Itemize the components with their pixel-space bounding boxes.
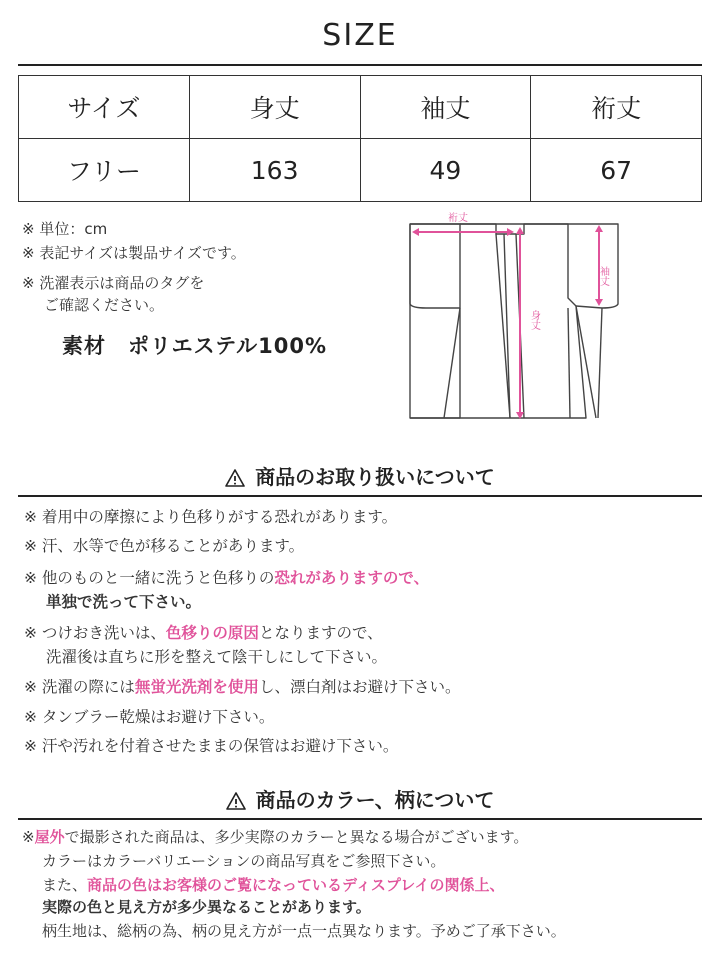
care-item-6: ※ タンブラー乾燥はお避け下さい。 [24,708,275,726]
table-row [19,139,702,202]
cell-sodetake: 49 [360,139,531,202]
diagram-label-yuki: 裄丈 [448,213,468,224]
care-item-4-text-2: となりますので、 [258,624,383,642]
cell-mitake: 163 [189,139,360,202]
handling-title [0,461,720,490]
color-title-text: 商品のカラー、柄について [255,788,495,812]
care-item-3-text: ※ 他のものと一緒に洗うと色移りの [24,569,275,587]
table-header-row [19,76,702,139]
diagram-label-mi: 身丈 [528,310,540,330]
care-item-5 [24,674,460,701]
color-line-1-emphasis: 屋外 [34,828,65,846]
color-line-3-text: また、 [42,876,88,894]
color-title [0,784,720,813]
care-item-5-text-2: し、漂白剤はお避け下さい。 [258,678,461,696]
color-line-1-text: で撮影された商品は、多少実際のカラーと異なる場合がございます。 [64,828,529,846]
warning-icon [226,792,246,810]
page-title: SIZE [322,18,398,53]
title-rule [18,64,702,66]
header-sodetake: 袖丈 [360,76,531,139]
cell-yukitake: 67 [531,139,702,202]
care-item-2: ※ 汗、水等で色が移ることがあります。 [24,537,305,555]
care-item-3 [24,565,429,592]
header-size: サイズ [19,76,190,139]
size-note: ※ 表記サイズは製品サイズです。 [22,244,246,262]
handling-title-text: 商品のお取り扱いについて [255,465,495,489]
header-mitake: 身丈 [189,76,360,139]
care-item-4 [24,620,383,647]
warning-icon [225,469,245,487]
material-text: 素材 ポリエステル100% [62,334,327,358]
care-item-3-emphasis: 恐れがありますので、 [274,569,430,587]
color-line-2: カラーはカラーバリエーションの商品写真をご参照下さい。 [42,852,446,870]
color-line-5: 柄生地は、総柄の為、柄の見え方が一点一点異なります。予めご了承下さい。 [42,922,566,940]
unit-note: ※ 単位：cm [22,220,108,238]
care-item-4-cont: 洗濯後は直ちに形を整えて陰干しにして下さい。 [46,648,388,666]
label-note-1: ※ 洗濯表示は商品のタグを [22,274,205,292]
care-item-4-emphasis: 色移りの原因 [165,624,259,642]
care-item-1: ※ 着用中の摩擦により色移りがする恐れがあります。 [24,508,398,526]
color-line-3-emphasis: 商品の色はお客様のご覧になっているディスプレイの関係上、 [87,876,505,894]
size-table [18,75,702,202]
color-line-1 [22,824,528,851]
care-item-5-text: ※ 洗濯の際には [24,678,135,696]
cell-size: フリー [19,139,190,202]
color-line-1-mark: ※ [22,828,35,846]
handling-rule [18,495,702,497]
care-item-4-text: ※ つけおき洗いは、 [24,624,166,642]
care-item-5-emphasis: 無蛍光洗剤を使用 [134,678,259,696]
care-item-7: ※ 汗や汚れを付着させたままの保管はお避け下さい。 [24,737,399,755]
care-item-3-cont: 単独で洗って下さい。 [46,593,202,611]
color-rule [18,818,702,820]
header-yukitake: 裄丈 [531,76,702,139]
kimono-diagram [400,208,642,430]
color-line-4: 実際の色と見え方が多少異なることがあります。 [42,898,371,916]
diagram-label-sode: 袖丈 [597,266,609,286]
label-note-2: ご確認ください。 [44,296,165,314]
